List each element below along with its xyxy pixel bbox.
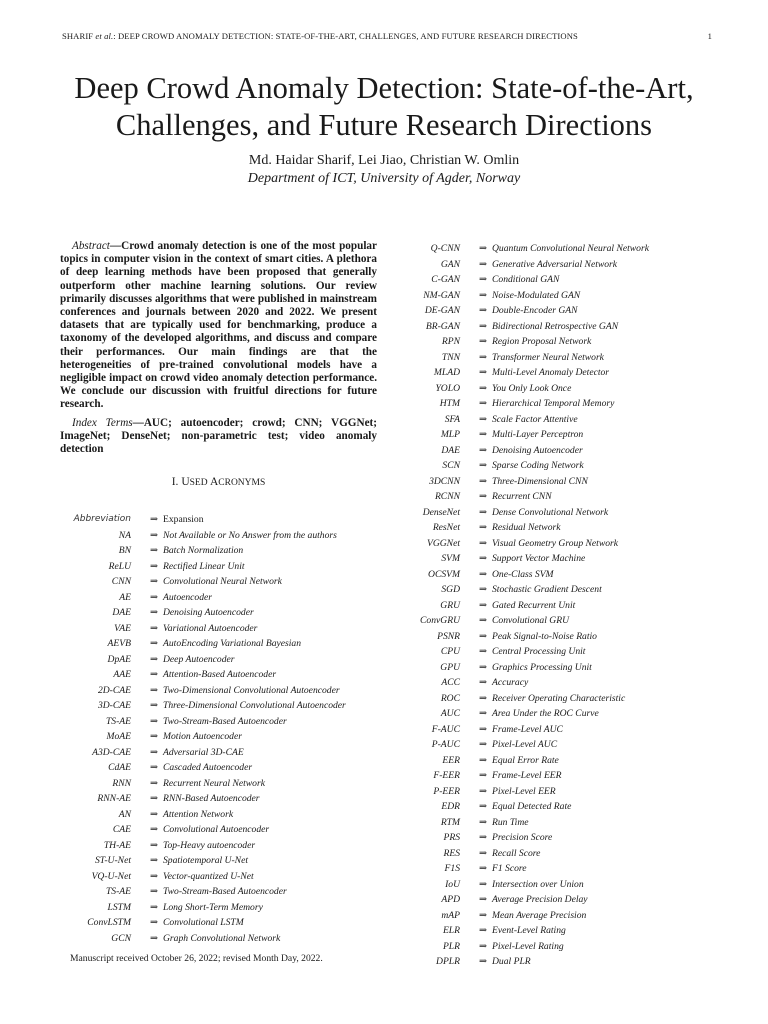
- abstract: [60, 240, 377, 412]
- paper-title: [0, 70, 768, 144]
- acronym-expansion: Equal Error Rate: [492, 754, 559, 766]
- acronym-expansion: Adversarial 3D-CAE: [163, 746, 244, 758]
- acronym-expansion: Three-Dimensional CNN: [492, 475, 588, 487]
- running-header: [62, 31, 712, 45]
- acronym-abbreviation: SVM: [441, 553, 460, 564]
- acronym-abbreviation: EER: [442, 754, 460, 766]
- implies-arrow-icon: ⇒: [478, 615, 488, 626]
- implies-arrow-icon: ⇒: [478, 925, 488, 936]
- acronym-expansion: One-Class SVM: [492, 568, 554, 580]
- acronym-expansion: Double-Encoder GAN: [492, 305, 578, 316]
- acronym-abbreviation: ROC: [440, 692, 460, 704]
- implies-arrow-icon: ⇒: [149, 808, 159, 820]
- acronym-abbreviation: HTM: [439, 398, 460, 409]
- acronym-expansion: Attention Network: [163, 808, 234, 820]
- page-number: 1: [707, 31, 712, 41]
- acronym-abbreviation: 3D-CAE: [97, 700, 131, 711]
- implies-arrow-icon: ⇒: [478, 367, 488, 378]
- acronym-expansion: Accuracy: [492, 677, 529, 688]
- acronym-expansion: Sparse Coding Network: [492, 460, 584, 471]
- acronym-abbreviation: ConvGRU: [420, 615, 460, 626]
- implies-arrow-icon: ⇒: [149, 700, 159, 711]
- acronym-abbreviation: OCSVM: [428, 568, 460, 580]
- implies-arrow-icon: ⇒: [478, 413, 488, 425]
- acronym-abbreviation: ReLU: [108, 560, 131, 572]
- acronym-abbreviation: NM-GAN: [423, 289, 460, 301]
- acronym-abbreviation: AUC: [440, 708, 460, 719]
- acronym-abbreviation: DPLR: [436, 956, 460, 967]
- implies-arrow-icon: ⇒: [149, 560, 159, 572]
- acronym-expansion: Pixel-Level EER: [492, 785, 556, 797]
- implies-arrow-icon: ⇒: [478, 305, 488, 316]
- acronym-expansion: F1 Score: [492, 863, 527, 874]
- acronym-expansion: Batch Normalization: [163, 545, 244, 556]
- acronym-expansion: Cascaded Autoencoder: [163, 762, 253, 773]
- acronym-expansion: Equal Detected Rate: [492, 801, 572, 812]
- affiliation: Department of ICT, University of Agder, Norway: [247, 171, 521, 186]
- implies-arrow-icon: ⇒: [478, 646, 488, 657]
- section-title-initial-2: A: [209, 476, 219, 488]
- implies-arrow-icon: ⇒: [149, 669, 159, 680]
- acronym-expansion: Gated Recurrent Unit: [492, 599, 576, 611]
- acronym-expansion: Support Vector Machine: [492, 553, 586, 564]
- implies-arrow-icon: ⇒: [478, 475, 488, 487]
- implies-arrow-icon: ⇒: [478, 289, 488, 301]
- acronym-expansion: Central Processing Unit: [492, 646, 586, 657]
- running-title-etal: et al.: [95, 31, 114, 41]
- index-terms: [60, 417, 377, 457]
- acronym-abbreviation: NA: [118, 529, 131, 541]
- acronym-expansion: Stochastic Gradient Descent: [492, 584, 602, 595]
- acronym-expansion: Pixel-Level Rating: [492, 940, 564, 952]
- acronym-abbreviation: RCNN: [434, 491, 460, 502]
- acronym-abbreviation: AAE: [113, 669, 131, 680]
- acronym-abbreviation: mAP: [441, 909, 460, 921]
- acronym-abbreviation: BN: [118, 545, 131, 556]
- implies-arrow-icon: ⇒: [478, 506, 488, 518]
- implies-arrow-icon: ⇒: [478, 320, 488, 332]
- acronym-expansion: Frame-Level EER: [492, 770, 562, 781]
- acronym-abbreviation: ST-U-Net: [94, 855, 131, 866]
- implies-arrow-icon: ⇒: [149, 886, 159, 897]
- acronym-abbreviation: Q-CNN: [430, 243, 460, 254]
- acronym-abbreviation: GCN: [111, 932, 131, 944]
- acronym-abbreviation: Abbreviation: [73, 514, 131, 524]
- implies-arrow-icon: ⇒: [478, 630, 488, 642]
- implies-arrow-icon: ⇒: [478, 863, 488, 874]
- implies-arrow-icon: ⇒: [478, 460, 488, 471]
- implies-arrow-icon: ⇒: [149, 762, 159, 773]
- acronym-expansion: Motion Autoencoder: [163, 731, 242, 742]
- implies-arrow-icon: ⇒: [478, 258, 488, 270]
- implies-arrow-icon: ⇒: [149, 731, 159, 742]
- implies-arrow-icon: ⇒: [149, 514, 159, 525]
- abstract-label: Abstract: [72, 240, 110, 252]
- implies-arrow-icon: ⇒: [478, 878, 488, 890]
- implies-arrow-icon: ⇒: [478, 692, 488, 704]
- acronym-abbreviation: RTM: [440, 816, 460, 828]
- acronym-abbreviation: F1S: [444, 863, 460, 874]
- acronym-expansion: Three-Dimensional Convolutional Autoencoder: [163, 700, 346, 711]
- acronym-expansion: Visual Geometry Group Network: [492, 537, 619, 549]
- implies-arrow-icon: ⇒: [478, 274, 488, 285]
- acronym-abbreviation: SCN: [442, 460, 460, 471]
- implies-arrow-icon: ⇒: [478, 661, 488, 673]
- acronym-abbreviation: P-EER: [433, 785, 460, 797]
- acronym-abbreviation: VGGNet: [426, 537, 460, 549]
- acronym-abbreviation: ConvLSTM: [87, 917, 131, 928]
- implies-arrow-icon: ⇒: [478, 522, 488, 533]
- acronym-expansion: Precision Score: [492, 832, 553, 843]
- implies-arrow-icon: ⇒: [478, 801, 488, 812]
- implies-arrow-icon: ⇒: [149, 529, 159, 541]
- acronym-expansion: Rectified Linear Unit: [163, 560, 245, 572]
- acronym-abbreviation: RPN: [441, 336, 460, 347]
- implies-arrow-icon: ⇒: [478, 770, 488, 781]
- implies-arrow-icon: ⇒: [478, 708, 488, 719]
- implies-arrow-icon: ⇒: [478, 568, 488, 580]
- acronym-abbreviation: CNN: [111, 576, 131, 587]
- acronym-abbreviation: DAE: [112, 607, 131, 618]
- acronym-expansion: Graph Convolutional Network: [163, 932, 281, 944]
- acronym-expansion: Noise-Modulated GAN: [492, 289, 581, 301]
- implies-arrow-icon: ⇒: [149, 591, 159, 603]
- acronym-expansion: AutoEncoding Variational Bayesian: [163, 638, 302, 649]
- acronym-expansion: Attention-Based Autoencoder: [163, 669, 277, 680]
- acronym-abbreviation: F-EER: [433, 770, 460, 781]
- implies-arrow-icon: ⇒: [149, 824, 159, 835]
- implies-arrow-icon: ⇒: [478, 754, 488, 766]
- acronym-expansion: Receiver Operating Characteristic: [492, 692, 626, 704]
- implies-arrow-icon: ⇒: [149, 932, 159, 944]
- implies-arrow-icon: ⇒: [149, 917, 159, 928]
- acronym-expansion: Two-Stream-Based Autoencoder: [163, 715, 287, 727]
- implies-arrow-icon: ⇒: [478, 398, 488, 409]
- author-list: Md. Haidar Sharif, Lei Jiao, Christian W. Omlin: [248, 153, 520, 168]
- acronym-expansion: Area Under the ROC Curve: [492, 708, 599, 719]
- acronym-expansion: Transformer Neural Network: [492, 351, 604, 363]
- acronym-abbreviation: GPU: [440, 661, 460, 673]
- implies-arrow-icon: ⇒: [478, 553, 488, 564]
- acronym-abbreviation: AN: [118, 808, 131, 820]
- implies-arrow-icon: ⇒: [478, 739, 488, 750]
- section-title-initial: U: [181, 476, 190, 488]
- acronym-expansion: Convolutional Autoencoder: [163, 824, 270, 835]
- acronym-abbreviation: GRU: [440, 599, 460, 611]
- acronym-abbreviation: TS-AE: [105, 886, 131, 897]
- implies-arrow-icon: ⇒: [478, 785, 488, 797]
- acronym-abbreviation: EDR: [441, 801, 460, 812]
- index-terms-label: Index Terms: [72, 417, 133, 429]
- acronym-expansion: RNN-Based Autoencoder: [163, 793, 260, 804]
- implies-arrow-icon: ⇒: [149, 855, 159, 866]
- acronym-abbreviation: F-AUC: [431, 723, 460, 735]
- acronym-abbreviation: A3D-CAE: [92, 746, 131, 758]
- implies-arrow-icon: ⇒: [478, 429, 488, 440]
- acronym-abbreviation: ELR: [442, 925, 460, 936]
- implies-arrow-icon: ⇒: [149, 870, 159, 882]
- acronym-abbreviation: 3DCNN: [429, 475, 460, 487]
- implies-arrow-icon: ⇒: [478, 491, 488, 502]
- implies-arrow-icon: ⇒: [478, 940, 488, 952]
- acronym-abbreviation: APD: [441, 894, 460, 905]
- acronym-abbreviation: DE-GAN: [424, 305, 460, 316]
- implies-arrow-icon: ⇒: [478, 956, 488, 967]
- section-heading: [60, 476, 377, 488]
- acronym-expansion: Spatiotemporal U-Net: [163, 855, 249, 866]
- acronym-expansion: Expansion: [163, 514, 204, 525]
- acronym-expansion: Deep Autoencoder: [163, 653, 235, 665]
- acronym-expansion: Generative Adversarial Network: [492, 258, 618, 270]
- acronym-abbreviation: RES: [443, 847, 460, 859]
- implies-arrow-icon: ⇒: [478, 677, 488, 688]
- acronym-expansion: Residual Network: [492, 522, 561, 533]
- acronym-expansion: Vector-quantized U-Net: [163, 870, 254, 882]
- acronym-abbreviation: DenseNet: [422, 506, 460, 518]
- implies-arrow-icon: ⇒: [478, 816, 488, 828]
- acronym-expansion: Two-Stream-Based Autoencoder: [163, 886, 287, 897]
- acronym-expansion: Scale Factor Attentive: [492, 413, 578, 425]
- acronym-abbreviation: AEVB: [107, 638, 131, 649]
- acronym-expansion: Variational Autoencoder: [163, 622, 258, 634]
- acronym-abbreviation: YOLO: [435, 382, 460, 394]
- implies-arrow-icon: ⇒: [149, 793, 159, 804]
- acronym-expansion: Mean Average Precision: [492, 909, 587, 921]
- acronym-expansion: Frame-Level AUC: [492, 723, 563, 735]
- implies-arrow-icon: ⇒: [149, 777, 159, 789]
- implies-arrow-icon: ⇒: [149, 715, 159, 727]
- acronym-abbreviation: P-AUC: [431, 739, 460, 750]
- acronym-expansion: Graphics Processing Unit: [492, 661, 592, 673]
- acronym-expansion: Multi-Layer Perceptron: [492, 429, 584, 440]
- section-title-part-2: CRONYMS: [218, 478, 266, 488]
- running-title-rest: : DEEP CROWD ANOMALY DETECTION: STATE-OF-THE-ART, CHALLENGES, AND FUTURE RESEARCH DIRECTIONS: [113, 31, 578, 41]
- running-title-prefix: SHARIF: [62, 31, 96, 41]
- acronym-expansion: Hierarchical Temporal Memory: [492, 398, 615, 409]
- implies-arrow-icon: ⇒: [149, 839, 159, 851]
- acronym-abbreviation: TNN: [441, 351, 460, 363]
- acronym-abbreviation: DAE: [441, 444, 460, 456]
- section-title-part-1: SED: [189, 478, 210, 488]
- acronym-abbreviation: PSNR: [437, 630, 460, 642]
- acronym-abbreviation: GAN: [440, 258, 460, 270]
- implies-arrow-icon: ⇒: [478, 847, 488, 859]
- acronym-expansion: Region Proposal Network: [492, 336, 592, 347]
- implies-arrow-icon: ⇒: [149, 622, 159, 634]
- abstract-text: —Crowd anomaly detection is one of the most popular topics in computer vision in the context of smart cities. A plethora of deep learning methods have been proposed that generally outperform other machine learning solutions. Our review primarily discusses algorithms that were published in mainstream conferences and journals between 2020 and 2022. We present datasets that are typically used for benchmarking, produce a taxonomy of the developed algorithms, and discuss and compare their performances. Our main findings are that the heterogeneities of pre-trained convolutional models have a negligible impact on crowd video anomaly detection performance. We conclude our discussion with fruitful directions for future research.: [60, 240, 377, 411]
- acronym-expansion: Multi-Level Anomaly Detector: [492, 367, 610, 378]
- acronym-expansion: Top-Heavy autoencoder: [163, 839, 256, 851]
- implies-arrow-icon: ⇒: [149, 901, 159, 913]
- implies-arrow-icon: ⇒: [149, 545, 159, 556]
- acronym-expansion: Quantum Convolutional Neural Network: [492, 243, 649, 254]
- acronym-expansion: Two-Dimensional Convolutional Autoencoder: [163, 684, 340, 696]
- acronym-expansion: Denoising Autoencoder: [163, 607, 254, 618]
- acronym-abbreviation: PRS: [443, 832, 460, 843]
- section-number: I.: [171, 476, 179, 488]
- acronym-abbreviation: SGD: [441, 584, 460, 595]
- implies-arrow-icon: ⇒: [478, 537, 488, 549]
- acronym-abbreviation: AE: [119, 591, 131, 603]
- acronym-expansion: Dense Convolutional Network: [492, 506, 609, 518]
- implies-arrow-icon: ⇒: [149, 576, 159, 587]
- paper-title-line-2: Challenges, and Future Research Directions: [115, 108, 653, 142]
- acronym-expansion: You Only Look Once: [492, 382, 572, 394]
- implies-arrow-icon: ⇒: [478, 584, 488, 595]
- acronym-abbreviation: MLAD: [433, 367, 460, 378]
- acronym-expansion: Autoencoder: [163, 591, 213, 603]
- acronym-expansion: Run Time: [492, 816, 529, 828]
- acronym-expansion: Conditional GAN: [492, 274, 560, 285]
- acronym-expansion: Recurrent Neural Network: [163, 777, 265, 789]
- acronym-abbreviation: C-GAN: [431, 274, 460, 285]
- implies-arrow-icon: ⇒: [149, 653, 159, 665]
- acronym-abbreviation: CAE: [112, 824, 131, 835]
- acronym-expansion: Denoising Autoencoder: [492, 444, 583, 456]
- acronym-expansion: Event-Level Rating: [492, 925, 566, 936]
- acronym-abbreviation: ResNet: [432, 522, 460, 533]
- acronym-abbreviation: MoAE: [106, 731, 131, 742]
- acronym-abbreviation: BR-GAN: [425, 320, 460, 332]
- implies-arrow-icon: ⇒: [478, 723, 488, 735]
- acronym-abbreviation: SFA: [444, 413, 460, 425]
- acronym-abbreviation: ACC: [441, 677, 460, 688]
- implies-arrow-icon: ⇒: [478, 351, 488, 363]
- implies-arrow-icon: ⇒: [149, 684, 159, 696]
- acronym-abbreviation: RNN-AE: [97, 793, 131, 804]
- acronym-abbreviation: PLR: [442, 940, 460, 952]
- paper-title-line-1: Deep Crowd Anomaly Detection: State-of-the-Art,: [74, 71, 694, 105]
- acronym-expansion: Convolutional GRU: [492, 615, 570, 626]
- acronym-expansion: Average Precision Delay: [492, 894, 588, 905]
- implies-arrow-icon: ⇒: [478, 909, 488, 921]
- acronym-abbreviation: VQ-U-Net: [91, 870, 131, 882]
- acronym-abbreviation: VAE: [114, 622, 131, 634]
- implies-arrow-icon: ⇒: [478, 832, 488, 843]
- acronym-expansion: Long Short-Term Memory: [163, 901, 263, 913]
- acronym-expansion: Not Available or No Answer from the authors: [163, 529, 337, 541]
- acronym-expansion: Dual PLR: [492, 956, 531, 967]
- acronym-abbreviation: RNN: [112, 777, 131, 789]
- acronym-abbreviation: IoU: [445, 878, 460, 890]
- manuscript-footnote: Manuscript received October 26, 2022; revised Month Day, 2022.: [70, 953, 323, 964]
- acronym-expansion: Intersection over Union: [492, 878, 584, 890]
- implies-arrow-icon: ⇒: [478, 599, 488, 611]
- implies-arrow-icon: ⇒: [149, 746, 159, 758]
- index-terms-text: —AUC; autoencoder; crowd; CNN; VGGNet; ImageNet; DenseNet; non-parametric test; video anomaly detection: [60, 417, 377, 456]
- acronym-abbreviation: LSTM: [107, 901, 131, 913]
- acronym-expansion: Convolutional Neural Network: [163, 576, 282, 587]
- implies-arrow-icon: ⇒: [478, 382, 488, 394]
- acronym-abbreviation: CdAE: [108, 762, 131, 773]
- implies-arrow-icon: ⇒: [149, 607, 159, 618]
- acronym-abbreviation: TH-AE: [103, 839, 131, 851]
- acronym-abbreviation: TS-AE: [105, 715, 131, 727]
- acronym-expansion: Recall Score: [492, 847, 541, 859]
- acronym-abbreviation: 2D-CAE: [97, 684, 131, 696]
- acronym-expansion: Peak Signal-to-Noise Ratio: [492, 630, 597, 642]
- implies-arrow-icon: ⇒: [478, 243, 488, 254]
- acronym-expansion: Pixel-Level AUC: [492, 739, 558, 750]
- implies-arrow-icon: ⇒: [149, 638, 159, 649]
- implies-arrow-icon: ⇒: [478, 336, 488, 347]
- acronym-abbreviation: MLP: [440, 429, 460, 440]
- acronym-expansion: Convolutional LSTM: [163, 917, 244, 928]
- acronym-abbreviation: CPU: [440, 646, 460, 657]
- implies-arrow-icon: ⇒: [478, 444, 488, 456]
- acronym-expansion: Recurrent CNN: [492, 491, 552, 502]
- acronym-abbreviation: DpAE: [107, 653, 131, 665]
- implies-arrow-icon: ⇒: [478, 894, 488, 905]
- acronym-expansion: Bidirectional Retrospective GAN: [492, 320, 619, 332]
